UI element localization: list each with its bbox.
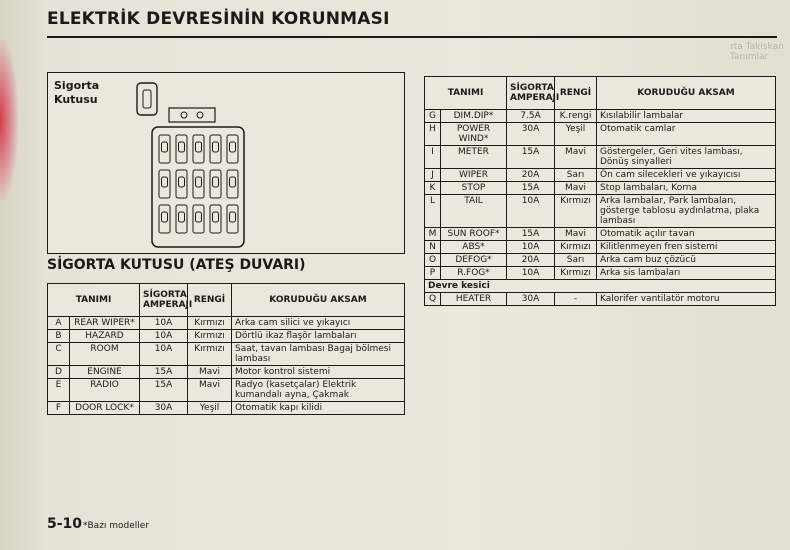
table-row bbox=[48, 379, 405, 402]
fuse-slot-icon bbox=[210, 205, 221, 233]
fuse-protects: Otomatik camlar bbox=[597, 123, 776, 146]
fuse-color: Yeşil bbox=[188, 402, 232, 415]
fuse-color: Kırmızı bbox=[188, 317, 232, 330]
fuse-protects: Stop lambaları, Korna bbox=[597, 182, 776, 195]
fuse-slot-icon bbox=[227, 170, 238, 198]
table-row bbox=[48, 330, 405, 343]
fuse-element-icon bbox=[230, 177, 236, 187]
fuse-amperage: 15A bbox=[507, 228, 555, 241]
fuse-amperage: 20A bbox=[507, 254, 555, 267]
fuse-amperage: 10A bbox=[507, 241, 555, 254]
table-row bbox=[425, 169, 776, 182]
fuse-key: G bbox=[425, 110, 441, 123]
fuse-name: SUN ROOF* bbox=[441, 228, 507, 241]
table-row bbox=[425, 123, 776, 146]
fuse-element-icon bbox=[196, 142, 202, 152]
fuse-color: Mavi bbox=[188, 379, 232, 402]
fuse-name: R.FOG* bbox=[441, 267, 507, 280]
fuse-slots bbox=[159, 135, 238, 233]
fuse-color: Mavi bbox=[555, 182, 597, 195]
fuse-protects: Arka sis lambaları bbox=[597, 267, 776, 280]
fuse-amperage: 7.5A bbox=[507, 110, 555, 123]
fuse-protects: Otomatik açılır tavan bbox=[597, 228, 776, 241]
fuse-amperage: 15A bbox=[507, 182, 555, 195]
fuse-protects: Kilitlenmeyen fren sistemi bbox=[597, 241, 776, 254]
fuse-slot-icon bbox=[159, 135, 170, 163]
fuse-color: Mavi bbox=[555, 146, 597, 169]
fuse-name: METER bbox=[441, 146, 507, 169]
fuse-slot-icon bbox=[193, 170, 204, 198]
fuse-slot-icon bbox=[227, 135, 238, 163]
fuse-key: E bbox=[48, 379, 70, 402]
fuse-slot-icon bbox=[193, 135, 204, 163]
fuse-element-icon bbox=[196, 212, 202, 222]
fuse-amperage: 30A bbox=[507, 123, 555, 146]
bleed-through-heading: rta Takiskan Tanımlar bbox=[730, 42, 784, 62]
fuse-name: DIM.DIP* bbox=[441, 110, 507, 123]
fuse-box-label-line2: Kutusu bbox=[54, 93, 98, 106]
fuse-element-icon bbox=[213, 212, 219, 222]
fuse-key: D bbox=[48, 366, 70, 379]
fuse-protects: Göstergeler, Geri vites lambası, Dönüş sinyalleri bbox=[597, 146, 776, 169]
fuse-slot-icon bbox=[193, 205, 204, 233]
fuse-element-icon bbox=[213, 177, 219, 187]
table-row bbox=[425, 293, 776, 306]
fuse-box-diagram bbox=[47, 72, 405, 254]
fuse-name: POWER WIND* bbox=[441, 123, 507, 146]
fuse-amperage: 15A bbox=[507, 146, 555, 169]
fuse-color: Sarı bbox=[555, 169, 597, 182]
table-row bbox=[425, 267, 776, 280]
fuse-key: A bbox=[48, 317, 70, 330]
col-header-sigorta-line1: SİGORTA bbox=[143, 290, 187, 300]
fuse-element-icon bbox=[213, 142, 219, 152]
title-underline bbox=[47, 36, 777, 38]
col-header-korudugu: KORUDUĞU AKSAM bbox=[597, 77, 776, 110]
fuse-protects: Radyo (kasetçalar) Elektrik kumandalı ayna, Çakmak bbox=[232, 379, 405, 402]
fuse-amperage: 10A bbox=[140, 317, 188, 330]
table-row bbox=[425, 241, 776, 254]
fuse-name: ABS* bbox=[441, 241, 507, 254]
col-header-sigorta-line1: SİGORTA bbox=[510, 83, 554, 93]
fuse-key: C bbox=[48, 343, 70, 366]
breaker-heading: Devre kesici bbox=[425, 280, 776, 293]
fuse-slot-icon bbox=[159, 205, 170, 233]
fuse-key: L bbox=[425, 195, 441, 228]
col-header-tanimi: TANIMI bbox=[48, 284, 140, 317]
footnote: *Bazı modeller bbox=[83, 521, 150, 531]
fuse-element-icon bbox=[230, 212, 236, 222]
fuse-protects: Ön cam silecekleri ve yıkayıcısı bbox=[597, 169, 776, 182]
fuse-amperage: 15A bbox=[140, 366, 188, 379]
fuse-key: H bbox=[425, 123, 441, 146]
fuse-name: HEATER bbox=[441, 293, 507, 306]
table-row bbox=[48, 317, 405, 330]
fuse-amperage: 15A bbox=[140, 379, 188, 402]
fuse-key: N bbox=[425, 241, 441, 254]
table-row bbox=[425, 254, 776, 267]
fuse-name: HAZARD bbox=[70, 330, 140, 343]
fuse-key: P bbox=[425, 267, 441, 280]
fuse-color: Sarı bbox=[555, 254, 597, 267]
fuse-slot-icon bbox=[210, 170, 221, 198]
fuse-protects: Arka cam silici ve yıkayıcı bbox=[232, 317, 405, 330]
fuse-element-icon bbox=[162, 212, 168, 222]
fuse-protects: Kalorifer vantilatör motoru bbox=[597, 293, 776, 306]
fuse-key: K bbox=[425, 182, 441, 195]
fuse-key: B bbox=[48, 330, 70, 343]
breaker-heading-row bbox=[425, 280, 776, 293]
fuse-key: Q bbox=[425, 293, 441, 306]
fuse-protects: Kısılabilir lambalar bbox=[597, 110, 776, 123]
page-edge-stain bbox=[0, 40, 18, 200]
fuse-name: RADIO bbox=[70, 379, 140, 402]
col-header-sigorta bbox=[140, 284, 193, 317]
col-header-sigorta-line2: AMPERAJI bbox=[510, 93, 560, 103]
fuse-key: J bbox=[425, 169, 441, 182]
fuse-slot-icon bbox=[210, 135, 221, 163]
fuse-slot-icon bbox=[176, 135, 187, 163]
page-number: 5-10 bbox=[47, 516, 83, 532]
page-title: ELEKTRİK DEVRESİNİN KORUNMASI bbox=[47, 9, 390, 29]
fuse-name: WIPER bbox=[441, 169, 507, 182]
fuse-color: Kırmızı bbox=[188, 330, 232, 343]
fuse-amperage: 10A bbox=[140, 343, 188, 366]
fuse-amperage: 20A bbox=[507, 169, 555, 182]
table-row bbox=[425, 110, 776, 123]
fuse-protects: Arka cam buz çözücü bbox=[597, 254, 776, 267]
table-row bbox=[48, 402, 405, 415]
fuse-box-drawing bbox=[48, 73, 404, 253]
fuse-amperage: 30A bbox=[140, 402, 188, 415]
fuse-box-label-line1: Sigorta bbox=[54, 79, 100, 92]
fuse-key: F bbox=[48, 402, 70, 415]
table-row bbox=[425, 228, 776, 241]
fuse-key: O bbox=[425, 254, 441, 267]
fuse-table-right bbox=[424, 76, 776, 306]
fuse-color: Kırmızı bbox=[188, 343, 232, 366]
fuse-name: ROOM bbox=[70, 343, 140, 366]
fuse-protects: Arka lambalar, Park lambaları, gösterge tablosu aydınlatma, plaka lambası bbox=[597, 195, 776, 228]
col-header-tanimi: TANIMI bbox=[425, 77, 507, 110]
fuse-color: - bbox=[555, 293, 597, 306]
col-header-korudugu: KORUDUĞU AKSAM bbox=[232, 284, 405, 317]
table-header-row bbox=[48, 284, 405, 317]
fuse-slot-icon bbox=[176, 205, 187, 233]
fuse-protects: Dörtlü ikaz flaşör lambaları bbox=[232, 330, 405, 343]
table-row bbox=[425, 146, 776, 169]
fuse-protects: Motor kontrol sistemi bbox=[232, 366, 405, 379]
fuse-slot-icon bbox=[227, 205, 238, 233]
col-header-sigorta-line2: AMPERAJI bbox=[143, 300, 193, 310]
section-heading: SİGORTA KUTUSU (ATEŞ DUVARI) bbox=[47, 257, 306, 273]
fuse-element-icon bbox=[230, 142, 236, 152]
fuse-color: Mavi bbox=[555, 228, 597, 241]
fuse-amperage: 10A bbox=[140, 330, 188, 343]
fuse-color: K.rengi bbox=[555, 110, 597, 123]
table-row bbox=[425, 195, 776, 228]
fuse-name: TAIL bbox=[441, 195, 507, 228]
fuse-element-icon bbox=[179, 142, 185, 152]
fuse-key: M bbox=[425, 228, 441, 241]
fuse-name: DOOR LOCK* bbox=[70, 402, 140, 415]
fuse-amperage: 10A bbox=[507, 267, 555, 280]
relay-icon bbox=[137, 83, 157, 115]
table-row bbox=[48, 343, 405, 366]
fuse-amperage: 30A bbox=[507, 293, 555, 306]
fuse-element-icon bbox=[179, 212, 185, 222]
fuse-color: Yeşil bbox=[555, 123, 597, 146]
fuse-color: Mavi bbox=[188, 366, 232, 379]
fuse-color: Kırmızı bbox=[555, 195, 597, 228]
table-row bbox=[425, 182, 776, 195]
fuse-protects: Saat, tavan lambası Bagaj bölmesi lambası bbox=[232, 343, 405, 366]
fuse-element-icon bbox=[162, 142, 168, 152]
col-header-sigorta bbox=[507, 77, 560, 110]
fuse-key: I bbox=[425, 146, 441, 169]
fuse-element-icon bbox=[179, 177, 185, 187]
fuse-element-icon bbox=[162, 177, 168, 187]
fuse-protects: Otomatik kapı kilidi bbox=[232, 402, 405, 415]
col-header-rengi: RENGİ bbox=[555, 77, 597, 110]
connector-icon bbox=[169, 108, 215, 122]
fuse-name: ENGINE bbox=[70, 366, 140, 379]
fuse-name: DEFOG* bbox=[441, 254, 507, 267]
fuse-color: Kırmızı bbox=[555, 267, 597, 280]
col-header-rengi: RENGİ bbox=[188, 284, 232, 317]
fuse-slot-icon bbox=[176, 170, 187, 198]
fuse-color: Kırmızı bbox=[555, 241, 597, 254]
fuse-table-left bbox=[47, 283, 405, 415]
fuse-amperage: 10A bbox=[507, 195, 555, 228]
fuse-name: STOP bbox=[441, 182, 507, 195]
table-header-row bbox=[425, 77, 776, 110]
fuse-name: REAR WIPER* bbox=[70, 317, 140, 330]
fuse-slot-icon bbox=[159, 170, 170, 198]
fuse-element-icon bbox=[196, 177, 202, 187]
table-row bbox=[48, 366, 405, 379]
